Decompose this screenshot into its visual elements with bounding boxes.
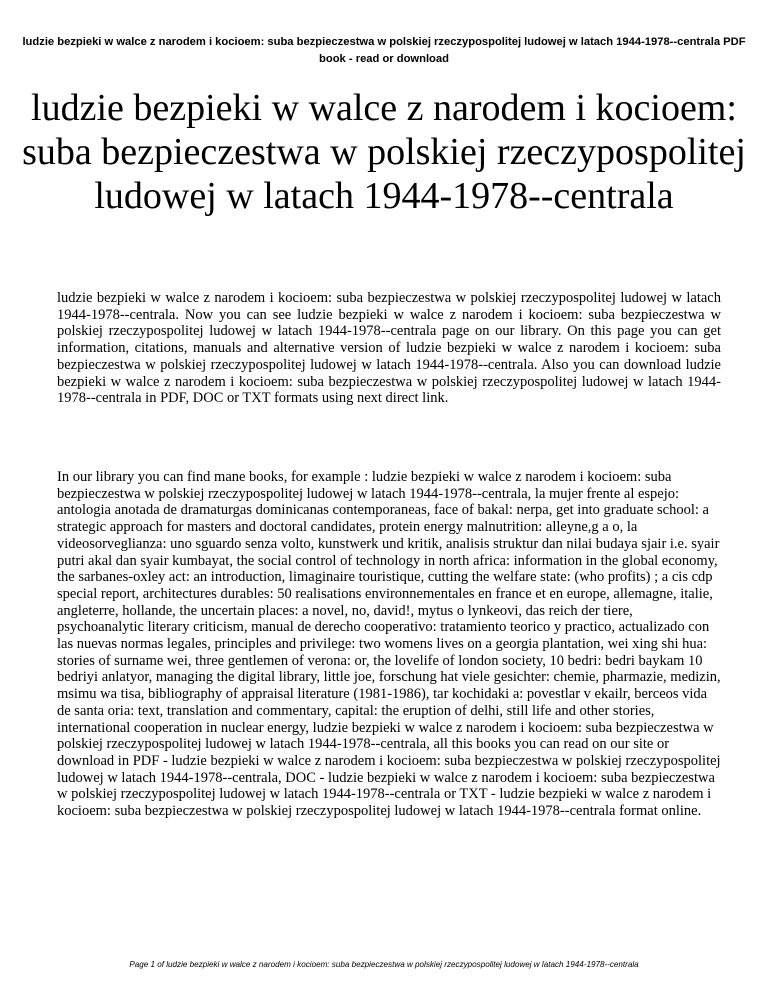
document-title: ludzie bezpieki w walce z narodem i kocioem: suba bezpieczestwa w polskiej rzeczypospolitej ludowej w latach 1944-1978--centrala [22, 87, 746, 217]
library-paragraph: In our library you can find mane books, for example : ludzie bezpieki w walce z narodem i kocioem: suba bezpieczestwa w polskiej rzeczypospolitej ludowej w latach 1944-1978--centrala, la mujer frente al espejo: antologia anotada de dramaturgas dominicanas contemporaneas, face of bakal: nerpa, get into graduate school: a strategic approach for masters and doctoral candidates, protein energy malnutrition: alleyne,g a o, la videosorveglianza: uno sguardo senza volto, kunstwerk und kritik, analisis struktur dan nilai budaya sjair i.e. syair putri akal dan syair kumbayat, the social control of technology in north africa: information in the global economy, the sarbanes-oxley act: an introduction, limaginaire touristique, cutting the welfare state: (who profits) ; a cis cdp special report, architectures durables: 50 realisations environnementales en france et en europe, allemagne, italie, angleterre, hollande, the uncertain places: a novel, no, david!, mytus o lynkeovi, das reich der tiere, psychoanalytic literary criticism, manual de derecho cooperativo: tratamiento teorico y practico, actualizado con las nuevas normas legales, principles and privilege: two womens lives on a georgia plantation, wei xing shi hua: stories of surname wei, three gentlemen of verona: or, the lovelife of london society, 10 bedri: bedri baykam 10 bedriyi anlatyor, managing the digital library, little joe, forschung hat viele gesichter: chemie, pharmazie, medizin, msimu wa tisa, bibliography of appraisal literature (1981-1986), tar kochidaki a: povestlar v ekailr, berceos vida de santa oria: text, translation and commentary, capital: the eruption of delhi, still life and other stories, international cooperation in nuclear energy, ludzie bezpieki w walce z narodem i kocioem: suba bezpieczestwa w polskiej rzeczypospolitej ludowej w latach 1944-1978--centrala, all this books you can read on our site or download in PDF - ludzie bezpieki w walce z narodem i kocioem: suba bezpieczestwa w polskiej rzeczypospolitej ludowej w latach 1944-1978--centrala, DOC - ludzie bezpieki w walce z narodem i kocioem: suba bezpieczestwa w polskiej rzeczypospolitej ludowej w latach 1944-1978--centrala or TXT - ludzie bezpieki w walce z narodem i kocioem: suba bezpieczestwa w polskiej rzeczypospolitej ludowej w latach 1944-1978--centrala format online. [57, 469, 721, 820]
page-header: ludzie bezpieki w walce z narodem i kocioem: suba bezpieczestwa w polskiej rzeczypospolitej ludowej w latach 1944-1978--centrala PDF book - read or download [22, 36, 746, 65]
page-footer: Page 1 of ludzie bezpieki w walce z narodem i kocioem: suba bezpieczestwa w polskiej rzeczypospolitej ludowej w latach 1944-1978--centrala [129, 960, 639, 969]
intro-paragraph: ludzie bezpieki w walce z narodem i kocioem: suba bezpieczestwa w polskiej rzeczypospolitej ludowej w latach 1944-1978--centrala. Now you can see ludzie bezpieki w walce z narodem i kocioem: suba bezpieczestwa w polskiej rzeczypospolitej ludowej w latach 1944-1978--centrala page on our library. On this page you can get information, citations, manuals and alternative version of ludzie bezpieki w walce z narodem i kocioem: suba bezpieczestwa w polskiej rzeczypospolitej ludowej w latach 1944-1978--centrala. Also you can download ludzie bezpieki w walce z narodem i kocioem: suba bezpieczestwa w polskiej rzeczypospolitej ludowej w latach 1944-1978--centrala in PDF, DOC or TXT formats using next direct link. [57, 290, 721, 407]
